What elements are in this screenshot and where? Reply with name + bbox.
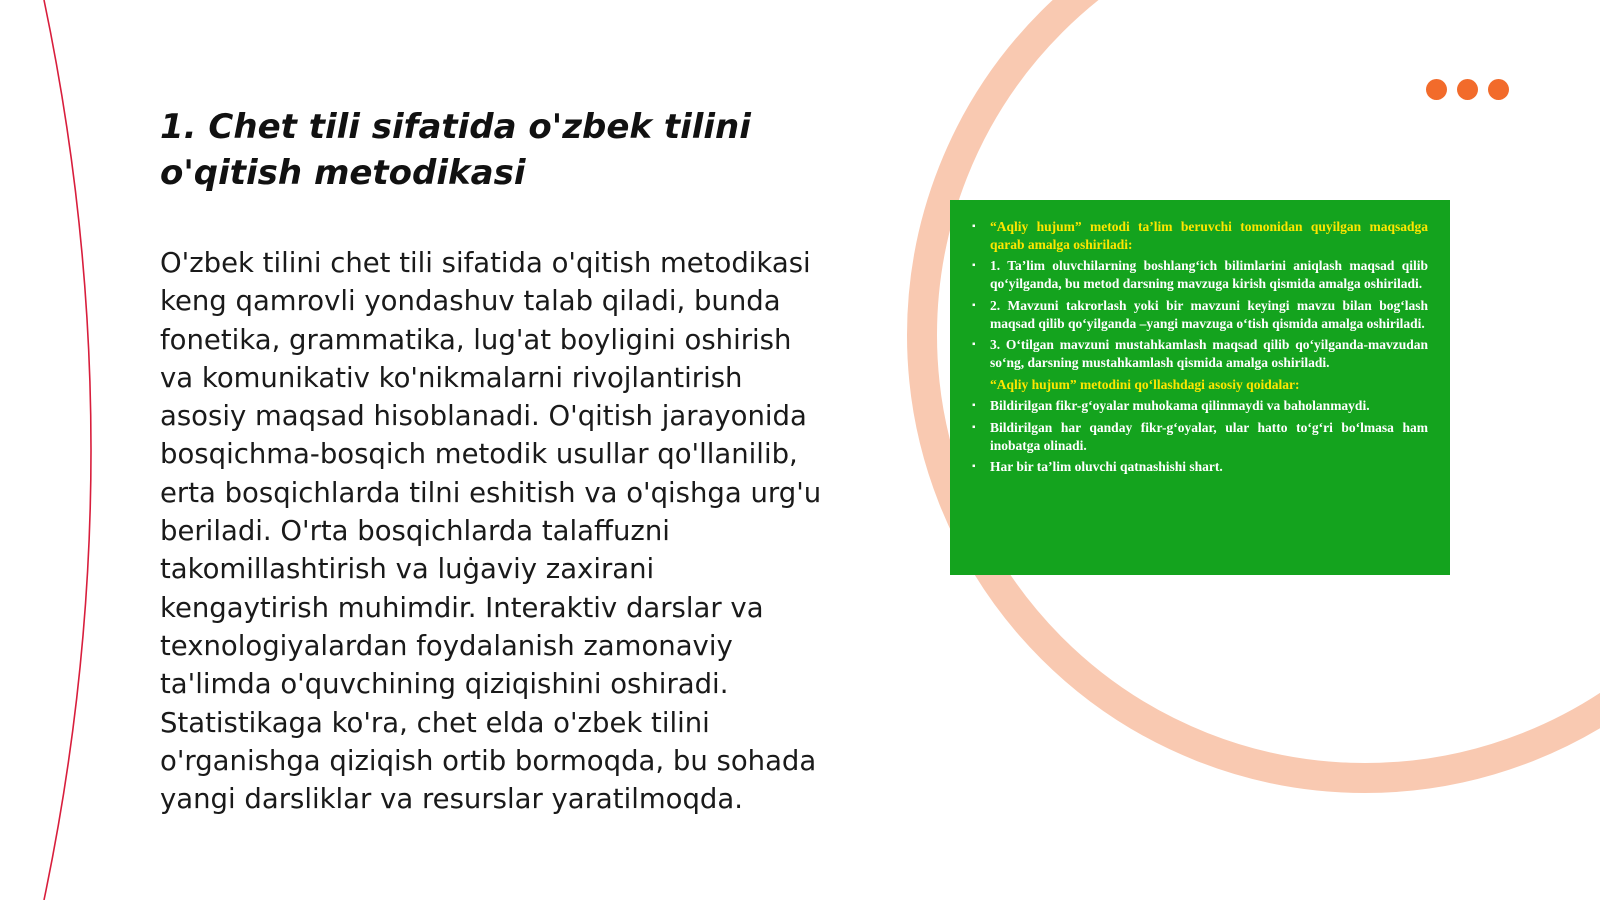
bullet-icon: ▪ bbox=[972, 221, 976, 232]
dot-2 bbox=[1457, 79, 1478, 100]
bullet-icon: ▪ bbox=[972, 422, 976, 434]
bullet-icon: ▪ bbox=[972, 260, 976, 272]
left-curved-line bbox=[44, 0, 91, 900]
decorative-dots bbox=[1426, 79, 1509, 100]
slide-body-text: O'zbek tilini chet tili sifatida o'qitish metodikasi keng qamrovli yondashuv talab qiladi, bunda fonetika, grammatika, lug'at boyligini oshirish va komunikativ ko'nikmalarni rivojlantirish asosiy maqsad hisoblanadi. O'qitish jarayonida bosqichma-bosqich metodik usullar qo'llanilib, erta bosqichlarda tilni eshitish va o'qishga urg'u beriladi. O'rta bosqichlarda talaffuzni takomillashtirish va luġaviy zaxirani kengaytirish muhimdir. Interaktiv darslar va texnologiyalardan foydalanish zamonaviy ta'limda o'quvchining qiziqishini oshiradi. Statistikaga ko'ra, chet elda o'zbek tilini o'rganishga qiziqish ortib bormoqda, bu sohada yangi darsliklar va resurslar yaratilmoqda. bbox=[160, 247, 822, 816]
method-list-item bbox=[968, 419, 1428, 454]
dot-3 bbox=[1488, 79, 1509, 100]
method-list-item-text: “Aqliy hujum” metodi ta’lim beruvchi tomonidan quyilgan maqsadga qarab amalga oshiriladi: bbox=[990, 219, 1428, 252]
method-list-item bbox=[968, 458, 1428, 476]
method-list-item bbox=[968, 376, 1428, 394]
method-list-item-text: 1. Ta’lim oluvchilarning boshlang‘ich bilimlarini aniqlash maqsad qilib qo‘yilganda, bu metod darsning mavzuga kirish qismida amalga oshiriladi. bbox=[990, 258, 1428, 292]
method-list-item bbox=[968, 397, 1428, 415]
method-list-item-text: 3. O‘tilgan mavzuni mustahkamlash maqsad qilib qo‘yilganda-mavzudan so‘ng, darsning mustahkamlash qismida amalga oshiriladi. bbox=[990, 337, 1428, 370]
method-list-item bbox=[968, 218, 1428, 253]
method-list-item-text: 2. Mavzuni takrorlash yoki bir mavzuni keyingi mavzu bilan bog‘lash maqsad qilib qo‘yilganda –yangi mavzuga o‘tish qismida amalga oshiriladi. bbox=[990, 297, 1428, 331]
bullet-icon: ▪ bbox=[972, 299, 976, 311]
method-list-item bbox=[968, 257, 1428, 292]
method-list-item bbox=[968, 336, 1428, 371]
method-rules-list bbox=[968, 218, 1428, 476]
bullet-icon: ▪ bbox=[972, 339, 976, 351]
slide-title: 1. Chet tili sifatida o'zbek tilini o'qitish metodikasi bbox=[160, 107, 751, 193]
dot-1 bbox=[1426, 79, 1447, 100]
method-list-item-text: Bildirilgan har qanday fikr-g‘oyalar, ular hatto to‘g‘ri bo‘lmasa ham inobatga olinadi. bbox=[990, 420, 1428, 453]
aqliy-hujum-image bbox=[950, 200, 1450, 575]
bullet-icon: ▪ bbox=[972, 461, 976, 473]
bullet-icon: ▪ bbox=[972, 400, 976, 412]
method-list-item-text: Bildirilgan fikr-g‘oyalar muhokama qilinmaydi va baholanmaydi. bbox=[990, 398, 1370, 414]
method-list-item-text: Har bir ta’lim oluvchi qatnashishi shart. bbox=[990, 459, 1223, 475]
method-list-item bbox=[968, 297, 1428, 332]
method-list-item-text: “Aqliy hujum” metodini qo‘llashdagi asosiy qoidalar: bbox=[990, 376, 1300, 392]
